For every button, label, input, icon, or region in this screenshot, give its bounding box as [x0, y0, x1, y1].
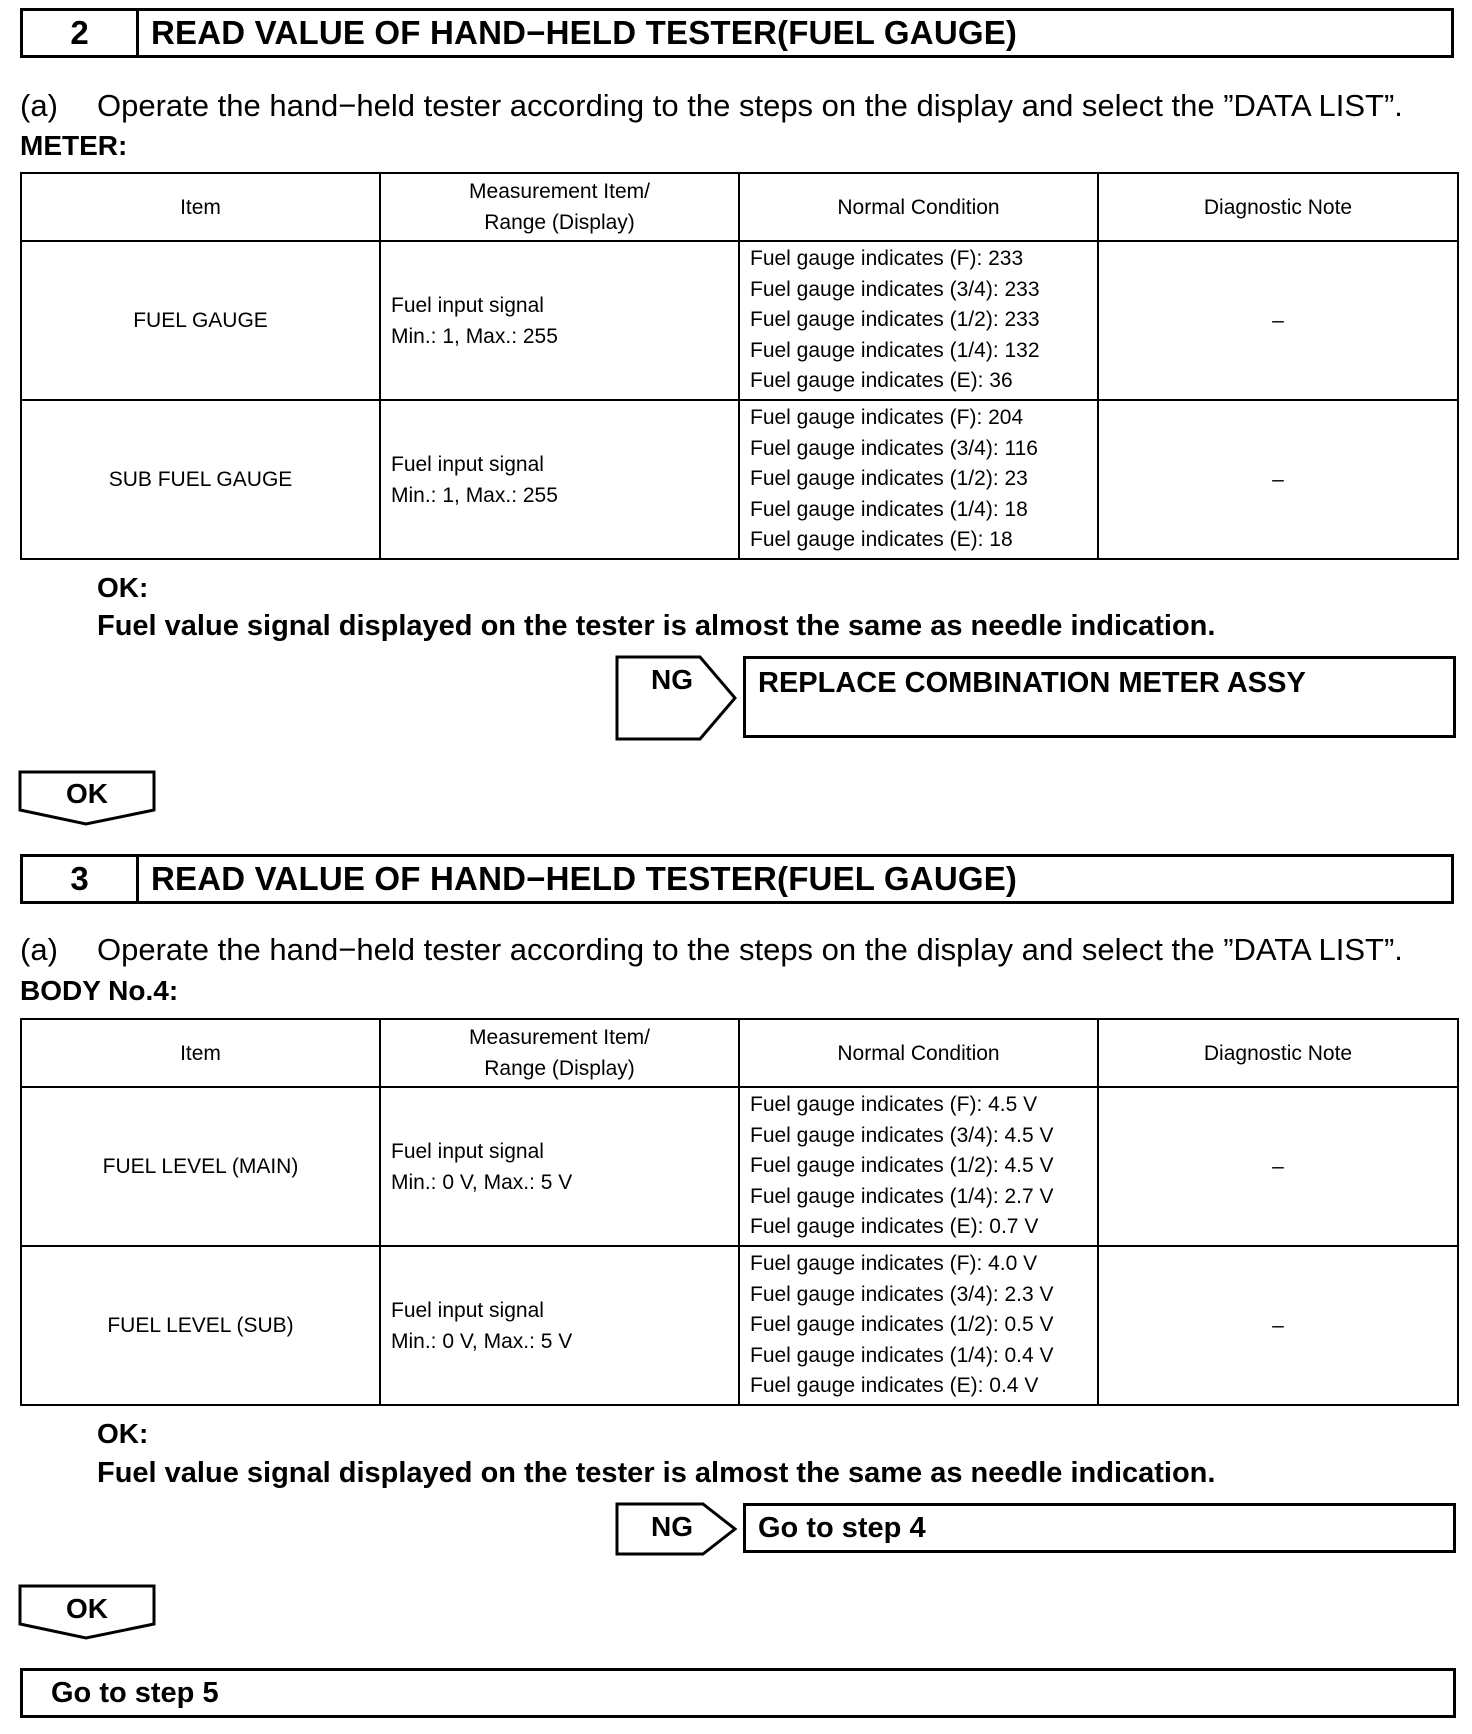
condition-line: Fuel gauge indicates (E): 0.4 V [750, 1374, 1039, 1398]
cell-measurement [380, 1087, 739, 1246]
cell-item: FUEL GAUGE [21, 241, 380, 400]
header-item: Item [21, 1019, 380, 1087]
cell-normal-condition [739, 1087, 1098, 1246]
ng-result-box: Go to step 4 [743, 1503, 1456, 1553]
cell-diagnostic-note: – [1098, 1087, 1458, 1246]
cell-measurement [380, 400, 739, 559]
condition-line: Fuel gauge indicates (E): 18 [750, 528, 1013, 552]
measurement-range: Min.: 1, Max.: 255 [391, 483, 558, 507]
condition-line: Fuel gauge indicates (1/2): 0.5 V [750, 1313, 1054, 1337]
ok-arrow-label: OK [66, 778, 108, 809]
condition-line: Fuel gauge indicates (1/4): 2.7 V [750, 1184, 1054, 1208]
cell-item: FUEL LEVEL (SUB) [21, 1246, 380, 1405]
table-row [21, 1087, 1458, 1246]
header-measurement-text: Measurement Item/ Range (Display) [469, 1026, 650, 1080]
step-number: 2 [23, 11, 139, 55]
cell-item: SUB FUEL GAUGE [21, 400, 380, 559]
ng-label: NG [651, 1511, 693, 1542]
ok-label: OK: [97, 1418, 149, 1449]
cell-diagnostic-note: – [1098, 400, 1458, 559]
header-measurement-text: Measurement Item/ Range (Display) [469, 180, 650, 234]
step-3-header [20, 854, 1454, 904]
condition-line: Fuel gauge indicates (E): 0.7 V [750, 1215, 1039, 1239]
cell-measurement [380, 1246, 739, 1405]
condition-line: Fuel gauge indicates (F): 4.0 V [750, 1252, 1038, 1276]
header-normal-condition: Normal Condition [739, 1019, 1098, 1087]
cell-normal-condition [739, 241, 1098, 400]
table-row [21, 241, 1458, 400]
instruction-text: Operate the hand−held tester according to the steps on the display and select the ”DATA LIST”. [97, 88, 1403, 123]
condition-line: Fuel gauge indicates (3/4): 116 [750, 436, 1038, 460]
header-diagnostic-note: Diagnostic Note [1098, 1019, 1458, 1087]
ok-label: OK: [97, 572, 149, 603]
measurement-line: Fuel input signal [391, 293, 544, 317]
condition-line: Fuel gauge indicates (1/4): 18 [750, 497, 1028, 521]
measurement-line: Fuel input signal [391, 452, 544, 476]
condition-line: Fuel gauge indicates (E): 36 [750, 369, 1013, 393]
step-2-instruction [20, 88, 1403, 124]
condition-line: Fuel gauge indicates (F): 4.5 V [750, 1093, 1038, 1117]
step-title: READ VALUE OF HAND−HELD TESTER(FUEL GAUGE) [151, 14, 1018, 51]
header-measurement [380, 1019, 739, 1087]
cell-normal-condition [739, 400, 1098, 559]
ng-result-box: REPLACE COMBINATION METER ASSY [743, 656, 1456, 738]
condition-line: Fuel gauge indicates (1/4): 0.4 V [750, 1343, 1054, 1367]
instruction-text: Operate the hand−held tester according to the steps on the display and select the ”DATA LIST”. [97, 932, 1403, 967]
condition-line: Fuel gauge indicates (3/4): 233 [750, 277, 1040, 301]
table-header-row [21, 1019, 1458, 1087]
condition-line: Fuel gauge indicates (3/4): 2.3 V [750, 1282, 1054, 1306]
cell-diagnostic-note: – [1098, 241, 1458, 400]
measurement-range: Min.: 0 V, Max.: 5 V [391, 1329, 573, 1353]
go-to-step-5-box: Go to step 5 [20, 1668, 1456, 1718]
cell-measurement [380, 241, 739, 400]
step-3-instruction [20, 932, 1403, 968]
table-header-row [21, 173, 1458, 241]
condition-line: Fuel gauge indicates (F): 204 [750, 406, 1024, 430]
header-normal-condition: Normal Condition [739, 173, 1098, 241]
header-diagnostic-note: Diagnostic Note [1098, 173, 1458, 241]
header-measurement [380, 173, 739, 241]
step-2-header [20, 8, 1454, 58]
measurement-range: Min.: 0 V, Max.: 5 V [391, 1170, 573, 1194]
header-item: Item [21, 173, 380, 241]
step-title: READ VALUE OF HAND−HELD TESTER(FUEL GAUGE) [151, 860, 1018, 897]
condition-line: Fuel gauge indicates (1/2): 23 [750, 467, 1028, 491]
condition-line: Fuel gauge indicates (1/2): 233 [750, 308, 1040, 332]
ok-criteria-text: Fuel value signal displayed on the tester is almost the same as needle indication. [97, 610, 1216, 642]
condition-line: Fuel gauge indicates (3/4): 4.5 V [750, 1123, 1054, 1147]
section-heading: METER: [20, 130, 128, 161]
cell-diagnostic-note: – [1098, 1246, 1458, 1405]
measurement-line: Fuel input signal [391, 1298, 544, 1322]
cell-normal-condition [739, 1246, 1098, 1405]
condition-line: Fuel gauge indicates (F): 233 [750, 247, 1024, 271]
instruction-tag: (a) [20, 932, 58, 967]
ng-label: NG [651, 664, 693, 695]
data-list-table-body4 [20, 1018, 1459, 1406]
ok-criteria-text: Fuel value signal displayed on the tester is almost the same as needle indication. [97, 1457, 1216, 1489]
data-list-table-meter [20, 172, 1459, 560]
cell-item: FUEL LEVEL (MAIN) [21, 1087, 380, 1246]
condition-line: Fuel gauge indicates (1/2): 4.5 V [750, 1154, 1054, 1178]
condition-line: Fuel gauge indicates (1/4): 132 [750, 338, 1040, 362]
measurement-line: Fuel input signal [391, 1139, 544, 1163]
table-row [21, 1246, 1458, 1405]
measurement-range: Min.: 1, Max.: 255 [391, 324, 558, 348]
ok-arrow-label: OK [66, 1593, 108, 1624]
table-row [21, 400, 1458, 559]
step-number: 3 [23, 857, 139, 901]
instruction-tag: (a) [20, 88, 58, 123]
section-heading: BODY No.4: [20, 975, 179, 1006]
